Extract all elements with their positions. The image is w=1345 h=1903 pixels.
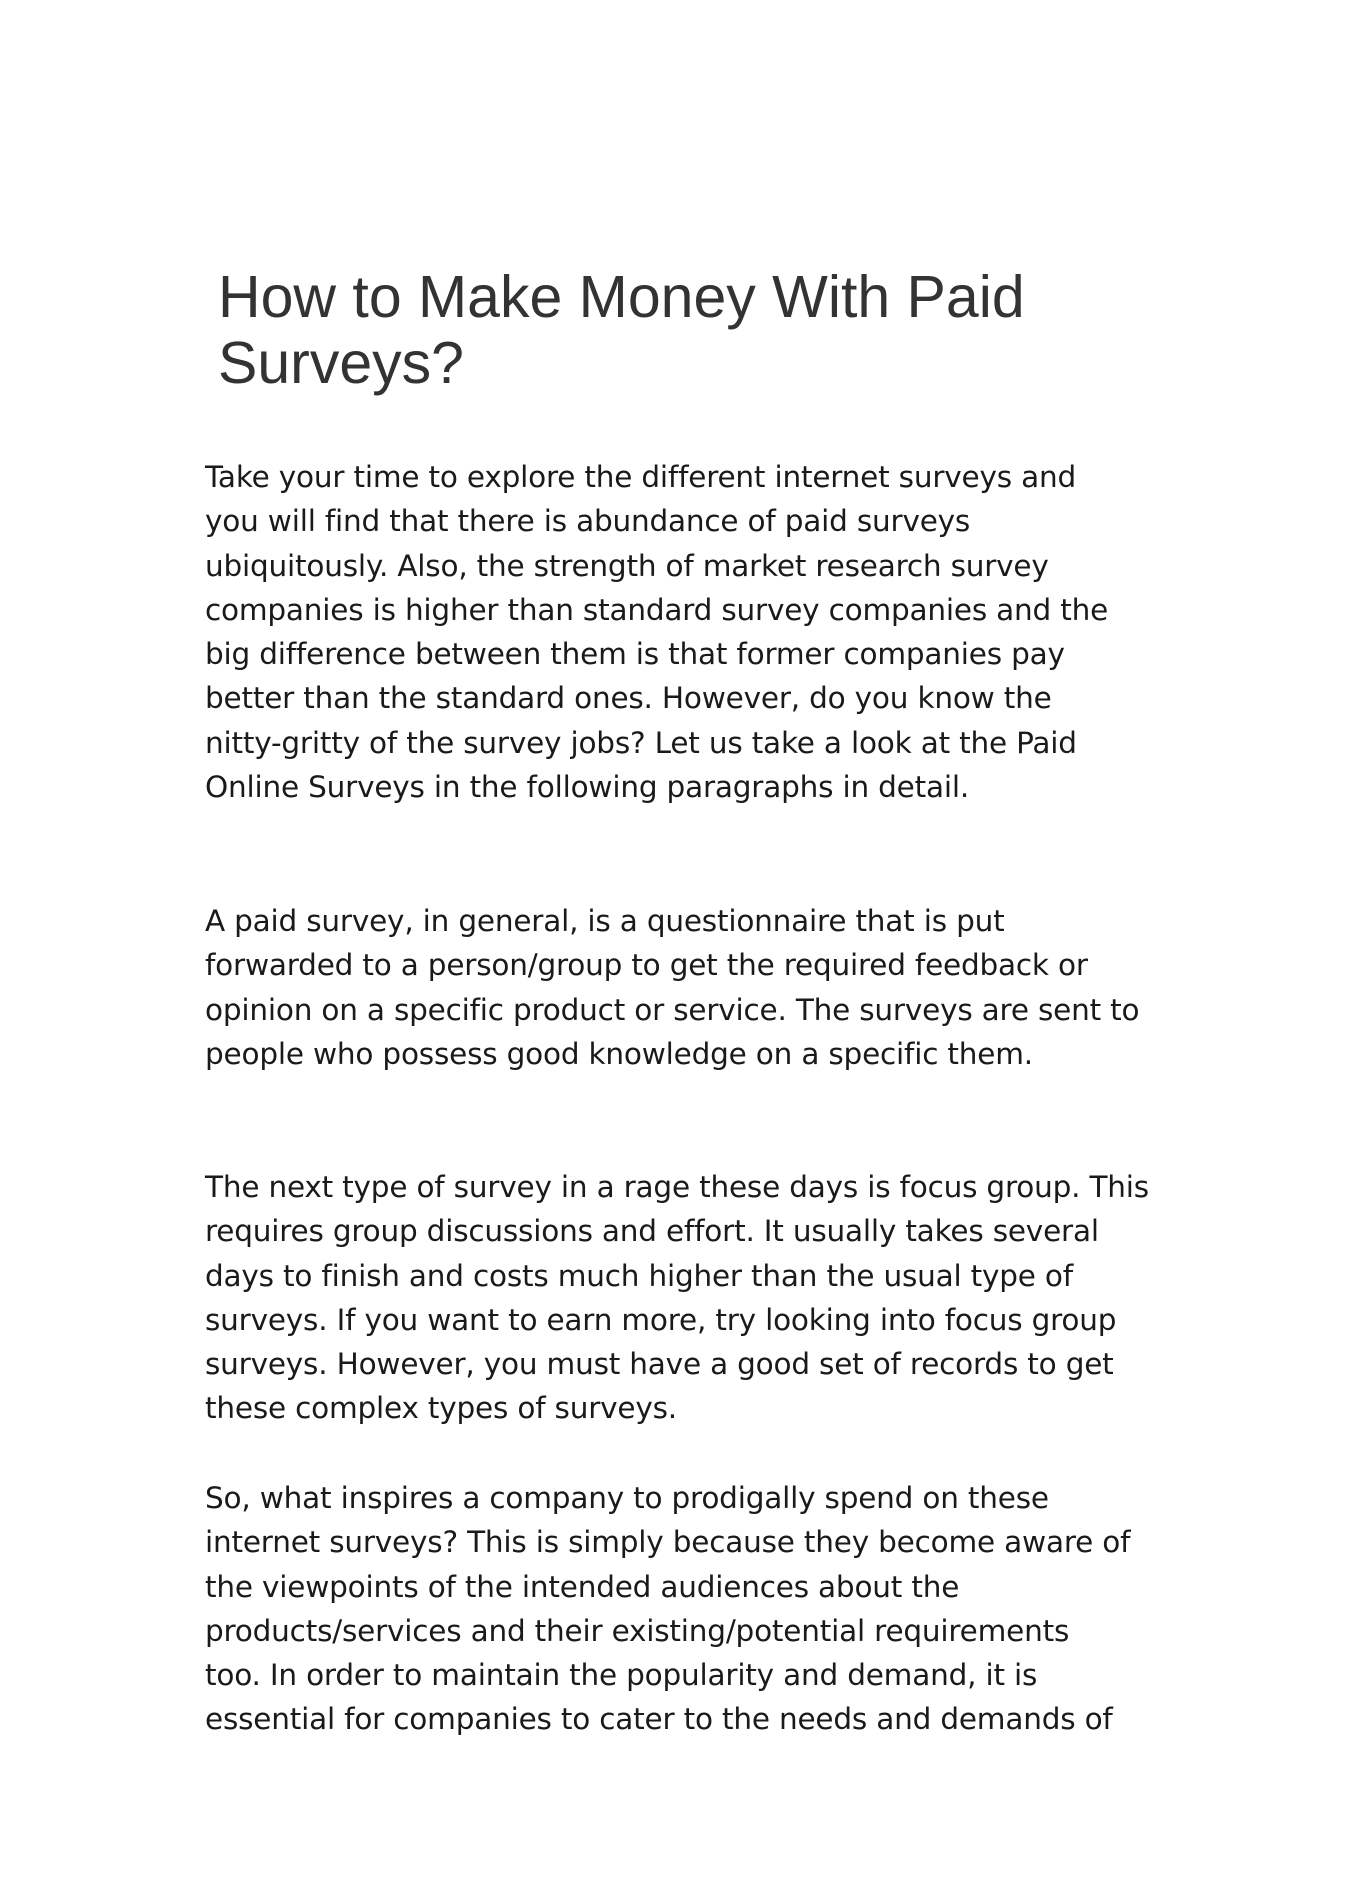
paragraph-company-motivation [205, 1476, 1185, 1742]
paragraph-line: A paid survey, in general, is a questionnaire that is put [205, 904, 1005, 938]
paragraph-line: days to finish and costs much higher than the usual type of [205, 1258, 1073, 1293]
paragraph-line: So, what inspires a company to prodigally spend on these [205, 1481, 1049, 1515]
paragraph-line: The next type of survey in a rage these days is focus group. This [205, 1170, 1149, 1204]
paragraph-line: forwarded to a person/group to get the required feedback or [205, 948, 1088, 983]
paragraph-line: opinion on a specific product or service. The surveys are sent to [205, 992, 1140, 1027]
paragraph-line: big difference between them is that former companies pay [205, 637, 1065, 672]
paragraph-line: nitty-gritty of the survey jobs? Let us take a look at the Paid [205, 725, 1077, 760]
paragraph-line: you will find that there is abundance of paid surveys [205, 504, 971, 539]
title-line: How to Make Money With Paid [218, 264, 1025, 330]
page-title [218, 264, 1138, 396]
title-line: Surveys? [218, 330, 464, 396]
paragraph-line: companies is higher than standard survey companies and the [205, 592, 1109, 627]
paragraph-intro [205, 455, 1185, 809]
paragraph-focus-group [205, 1165, 1185, 1431]
paragraph-line: requires group discussions and effort. It usually takes several [205, 1214, 1099, 1249]
paragraph-line: better than the standard ones. However, do you know the [205, 681, 1052, 716]
paragraph-line: ubiquitously. Also, the strength of market research survey [205, 548, 1049, 583]
paragraph-line: Online Surveys in the following paragraphs in detail. [205, 770, 970, 805]
paragraph-line: essential for companies to cater to the needs and demands of [205, 1702, 1113, 1737]
paragraph-line: Take your time to explore the different internet surveys and [205, 460, 1076, 494]
paragraph-definition [205, 899, 1185, 1076]
paragraph-line: surveys. However, you must have a good set of records to get [205, 1347, 1114, 1382]
paragraph-line: too. In order to maintain the popularity and demand, it is [205, 1658, 1038, 1693]
paragraph-line: internet surveys? This is simply because they become aware of [205, 1525, 1131, 1560]
paragraph-line: these complex types of surveys. [205, 1391, 677, 1426]
paragraph-line: the viewpoints of the intended audiences about the [205, 1569, 960, 1604]
paragraph-line: products/services and their existing/potential requirements [205, 1613, 1070, 1648]
paragraph-line: people who possess good knowledge on a specific them. [205, 1036, 1033, 1071]
paragraph-line: surveys. If you want to earn more, try looking into focus group [205, 1302, 1117, 1337]
